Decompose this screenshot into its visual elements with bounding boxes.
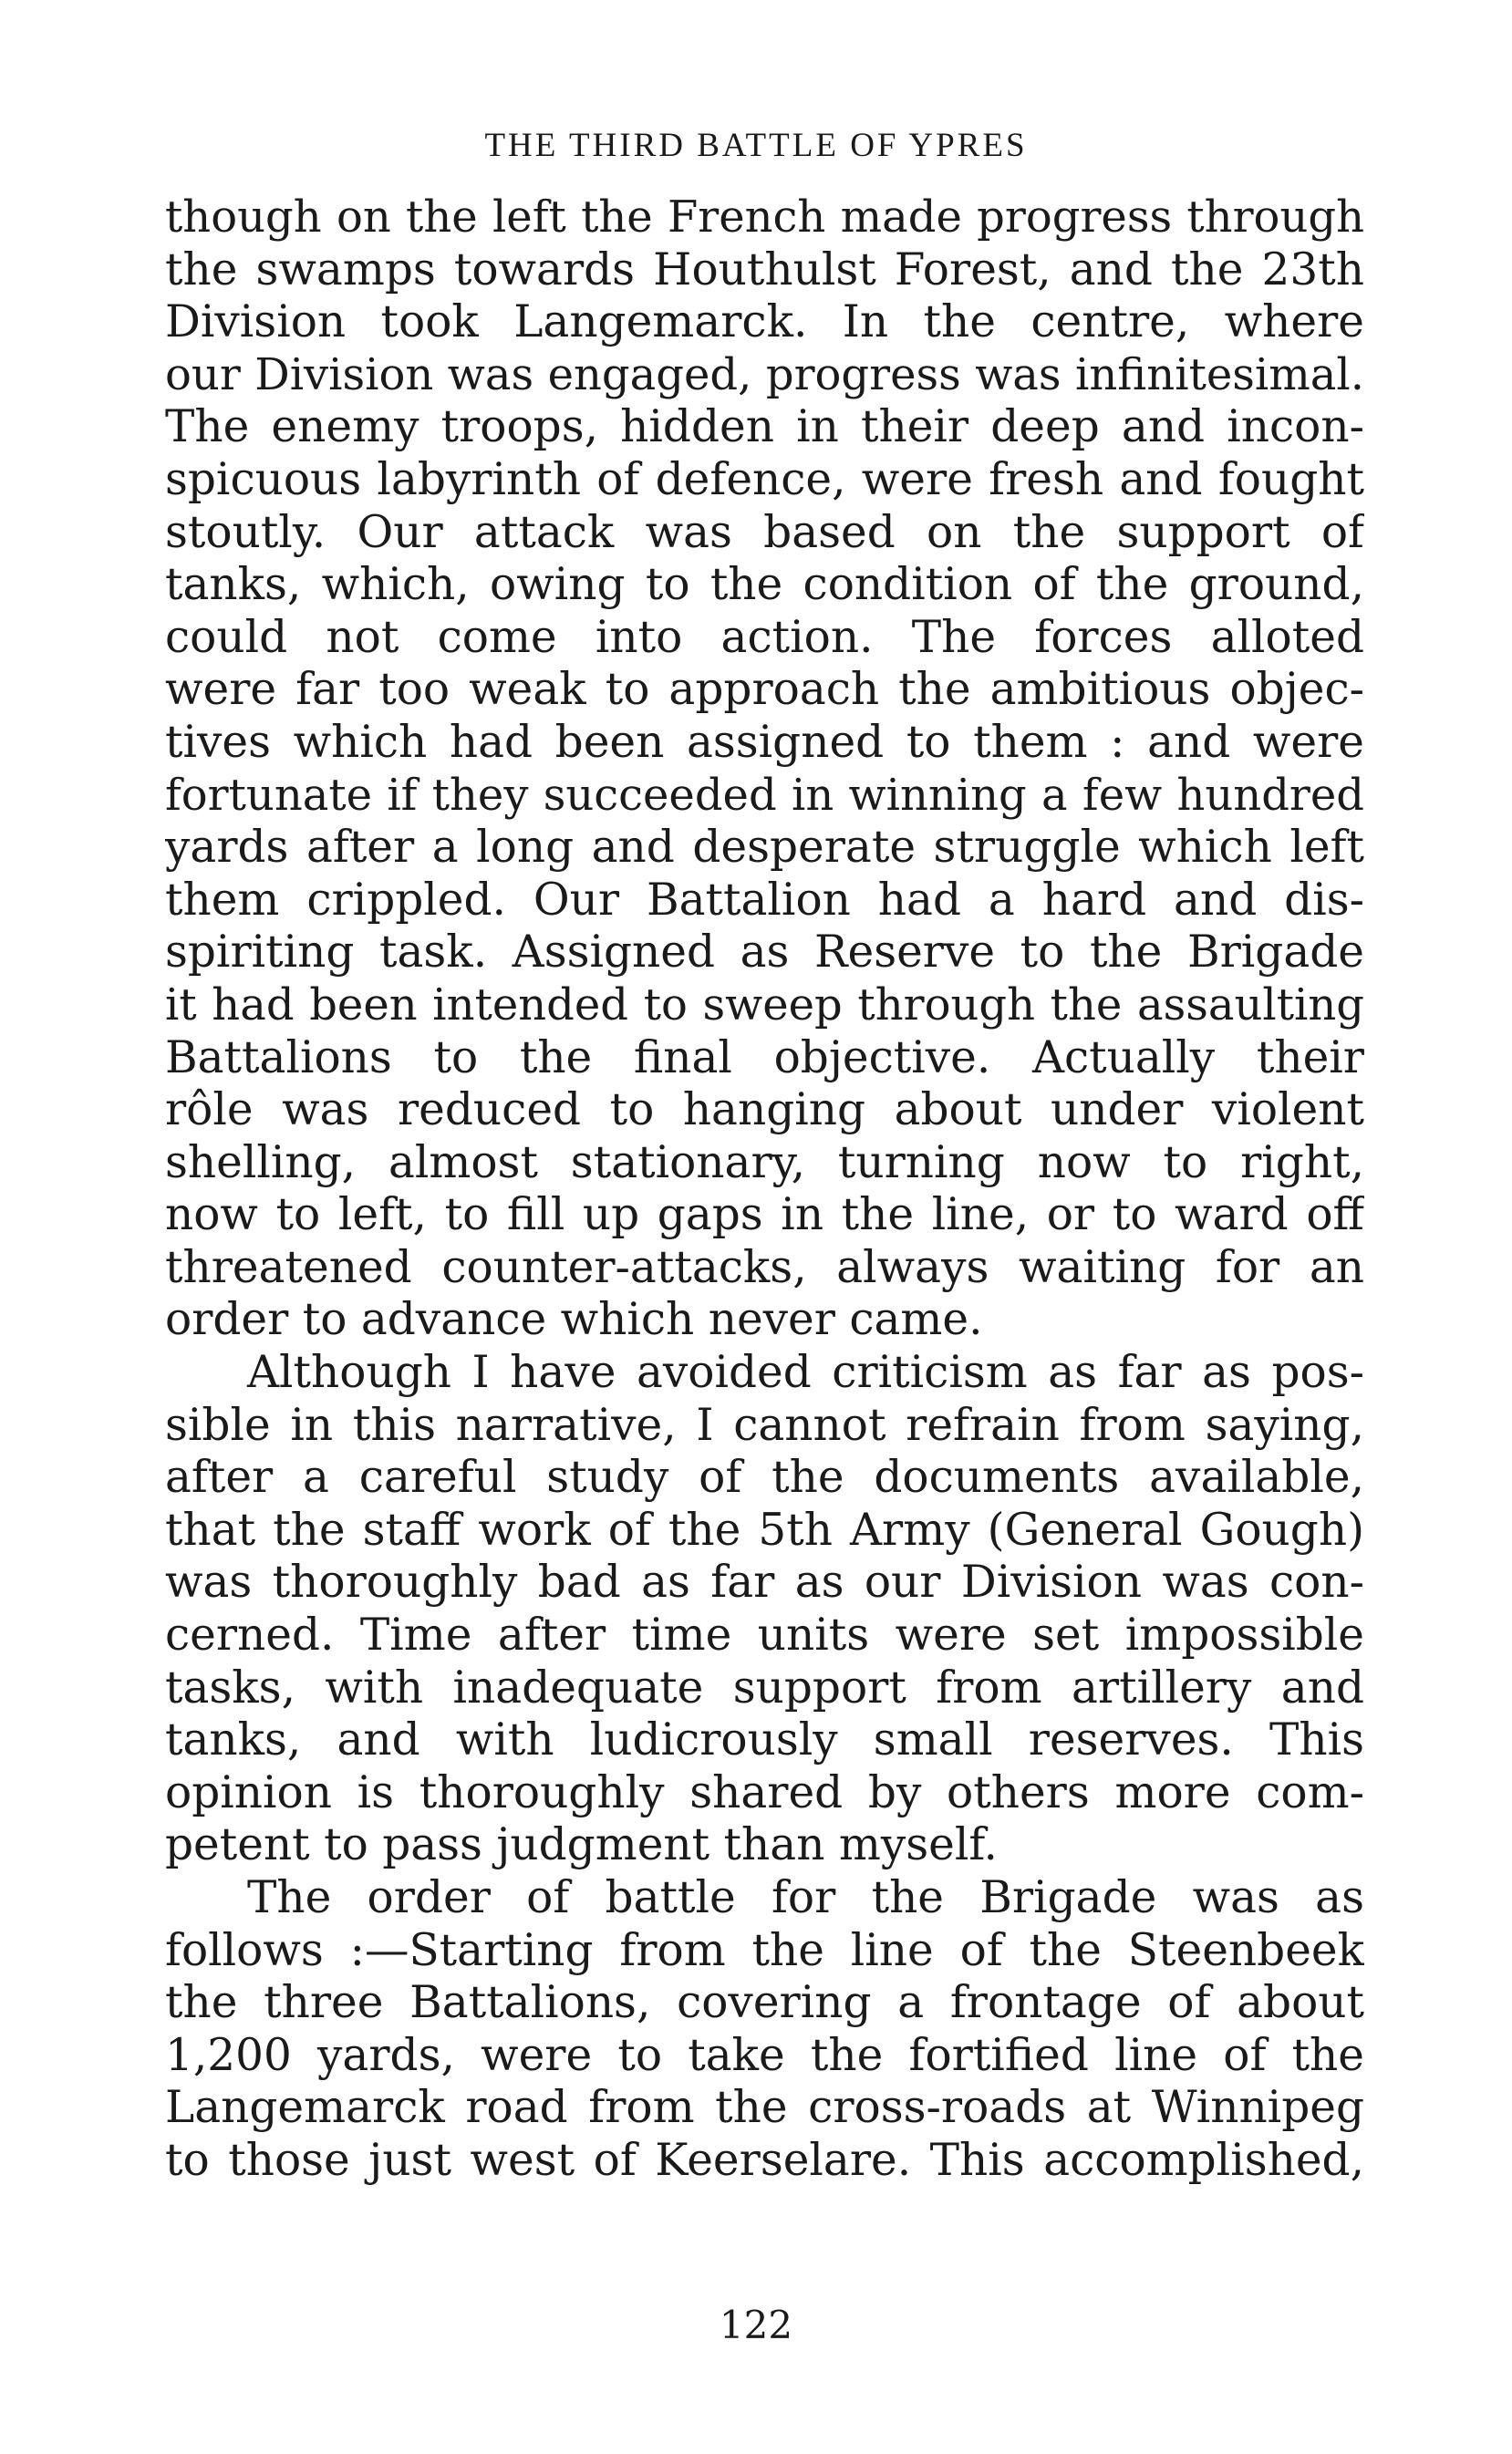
text-line: the three Battalions, covering a frontage of about <box>165 1977 1364 2029</box>
text-line: our Division was engaged, progress was infinitesimal. <box>165 348 1364 400</box>
text-line: were far too weak to approach the ambitious objec- <box>165 664 1364 716</box>
text-line: it had been intended to sweep through the assaulting <box>165 978 1364 1030</box>
text-line: cerned. Time after time units were set impossible <box>165 1610 1364 1662</box>
text-line: spicuous labyrinth of defence, were fresh and fought <box>165 453 1364 505</box>
text-line: follows :—Starting from the line of the Steenbeek <box>165 1924 1364 1976</box>
text-line: The enemy troops, hidden in their deep and incon- <box>165 401 1364 453</box>
text-line: though on the left the French made progress through <box>165 192 1364 243</box>
text-line: them crippled. Our Battalion had a hard and dis- <box>165 874 1364 926</box>
text-line: the swamps towards Houthulst Forest, and the 23th <box>165 243 1364 295</box>
text-line: to those just west of Keerselare. This accomplished, <box>165 2134 1364 2186</box>
text-line: threatened counter-attacks, always waiting for an <box>165 1241 1364 1293</box>
text-line: rôle was reduced to hanging about under violent <box>165 1084 1364 1136</box>
text-line: tasks, with inadequate support from artillery and <box>165 1662 1364 1714</box>
text-line: shelling, almost stationary, turning now to right, <box>165 1136 1364 1188</box>
text-line: Battalions to the final objective. Actually their <box>165 1031 1364 1083</box>
text-line: petent to pass judgment than myself. <box>165 1819 998 1871</box>
text-line: that the staff work of the 5th Army (General Gough) <box>165 1504 1364 1556</box>
text-line: yards after a long and desperate struggle which left <box>165 822 1364 874</box>
text-line: stoutly. Our attack was based on the support of <box>165 506 1364 558</box>
text-line: Langemarck road from the cross-roads at Winnipeg <box>165 2082 1364 2134</box>
text-line: tives which had been assigned to them : and were <box>165 716 1364 768</box>
text-line: 1,200 yards, were to take the fortified line of the <box>165 2029 1364 2081</box>
text-line: Although I have avoided criticism as far as pos- <box>247 1347 1364 1399</box>
text-line: Division took Langemarck. In the centre, where <box>165 296 1364 348</box>
page-number: 122 <box>719 2303 793 2347</box>
text-line: could not come into action. The forces alloted <box>165 611 1364 663</box>
text-line: The order of battle for the Brigade was as <box>247 1872 1364 1923</box>
text-line: spiriting task. Assigned as Reserve to the Brigade <box>165 927 1364 978</box>
text-line: after a careful study of the documents available, <box>165 1452 1364 1504</box>
text-line: now to left, to fill up gaps in the line, or to ward off <box>165 1189 1364 1241</box>
text-line: fortunate if they succeeded in winning a few hundred <box>165 769 1364 821</box>
text-line: order to advance which never came. <box>165 1294 983 1346</box>
body-text <box>165 192 1364 2188</box>
text-line: tanks, which, owing to the condition of the ground, <box>165 559 1364 611</box>
text-line: tanks, and with ludicrously small reserves. This <box>165 1714 1364 1766</box>
running-head: THE THIRD BATTLE OF YPRES <box>484 127 1028 164</box>
text-line: sible in this narrative, I cannot refrain from saying, <box>165 1399 1364 1451</box>
text-line: was thoroughly bad as far as our Division was con- <box>165 1557 1364 1609</box>
text-line: opinion is thoroughly shared by others more com- <box>165 1766 1364 1818</box>
